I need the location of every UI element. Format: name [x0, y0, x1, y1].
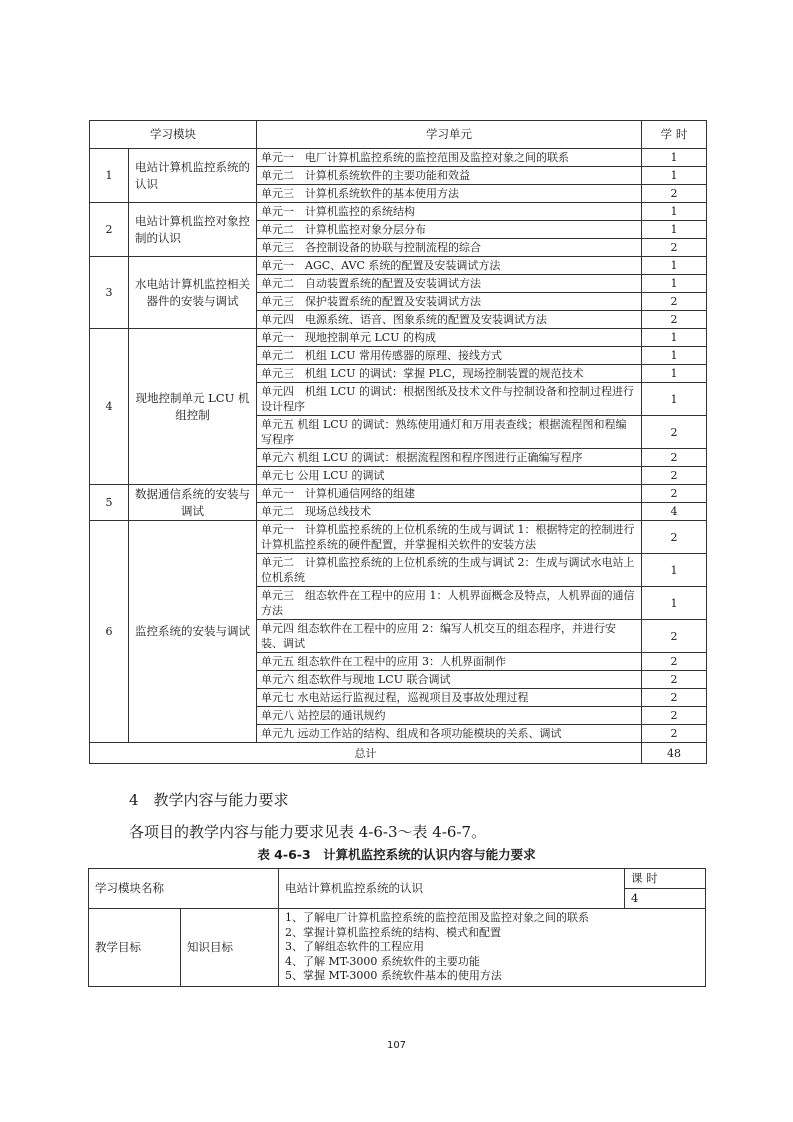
module-name: 水电站计算机监控相关器件的安装与调试: [129, 257, 257, 329]
unit-hours: 1: [642, 365, 707, 383]
module-number: 1: [90, 149, 129, 203]
table-row: [90, 203, 707, 221]
unit-hours: 1: [642, 347, 707, 365]
unit-hours: 1: [642, 329, 707, 347]
unit-hours: 1: [642, 203, 707, 221]
table-row: [90, 521, 707, 554]
total-label: 总计: [90, 743, 642, 764]
section-heading: 4 教学内容与能力要求: [129, 791, 289, 809]
unit-label: 单元一 计算机通信网络的组建: [257, 485, 642, 503]
module-name-label: 学习模块名称: [89, 869, 279, 909]
table-row: [90, 257, 707, 275]
module-number: 6: [90, 521, 129, 743]
unit-hours: 1: [642, 554, 707, 587]
unit-label: 单元三 各控制设备的协联与控制流程的综合: [257, 239, 642, 257]
module-number: 5: [90, 485, 129, 521]
unit-label: 单元一 AGC、AVC 系统的配置及安装调试方法: [257, 257, 642, 275]
unit-hours: 1: [642, 275, 707, 293]
header-module: 学习模块: [90, 121, 257, 149]
knowledge-item: 3、了解组态软件的工程应用: [285, 940, 424, 953]
unit-label: 单元二 计算机监控对象分层分布: [257, 221, 642, 239]
page-number: 107: [386, 1040, 407, 1051]
unit-label: 单元四 电源系统、语音、图象系统的配置及安装调试方法: [257, 311, 642, 329]
unit-label: 单元八 站控层的通讯规约: [257, 707, 642, 725]
module-name-row: [89, 869, 706, 889]
table-caption: 表 4-6-3 计算机监控系统的认识内容与能力要求: [257, 847, 536, 862]
table-row: [90, 485, 707, 503]
unit-hours: 2: [642, 293, 707, 311]
unit-label: 单元五 组态软件在工程中的应用 3：人机界面制作: [257, 653, 642, 671]
unit-label: 单元七 水电站运行监视过程，巡视项目及事故处理过程: [257, 689, 642, 707]
unit-hours: 2: [642, 239, 707, 257]
knowledge-items: [279, 909, 706, 987]
unit-hours: 2: [642, 521, 707, 554]
unit-label: 单元三 保护装置系统的配置及安装调试方法: [257, 293, 642, 311]
module-number: 4: [90, 329, 129, 485]
unit-label: 单元一 计算机监控的系统结构: [257, 203, 642, 221]
table-row: [90, 329, 707, 347]
module-number: 2: [90, 203, 129, 257]
unit-label: 单元二 计算机监控系统的上位机系统的生成与调试 2：生成与调试水电站上位机系统: [257, 554, 642, 587]
unit-label: 单元一 电厂计算机监控系统的监控范围及监控对象之间的联系: [257, 149, 642, 167]
module-name: 电站计算机监控系统的认识: [129, 149, 257, 203]
unit-hours: 4: [642, 503, 707, 521]
unit-label: 单元六 机组 LCU 的调试：根据流程图和程序图进行正确编写程序: [257, 449, 642, 467]
unit-hours: 1: [642, 383, 707, 416]
module-name-value: 电站计算机监控系统的认识: [279, 869, 625, 909]
unit-label: 单元二 自动装置系统的配置及安装调试方法: [257, 275, 642, 293]
knowledge-item: 1、了解电厂计算机监控系统的监控范围及监控对象之间的联系: [285, 911, 589, 924]
unit-label: 单元三 机组 LCU 的调试：掌握 PLC，现场控制装置的规范技术: [257, 365, 642, 383]
unit-label: 单元九 远动工作站的结构、组成和各项功能模块的关系、调试: [257, 725, 642, 743]
table-body: [90, 149, 707, 743]
unit-hours: 2: [642, 707, 707, 725]
unit-label: 单元一 现地控制单元 LCU 的构成: [257, 329, 642, 347]
unit-label: 单元四 组态软件在工程中的应用 2：编写人机交互的组态程序，并进行安装、调试: [257, 620, 642, 653]
unit-hours: 2: [642, 689, 707, 707]
unit-hours: 2: [642, 185, 707, 203]
table-row: [90, 149, 707, 167]
total-row: [90, 743, 707, 764]
unit-label: 单元二 机组 LCU 常用传感器的原理、接线方式: [257, 347, 642, 365]
unit-hours: 2: [642, 653, 707, 671]
module-name: 监控系统的安装与调试: [129, 521, 257, 743]
module-name: 电站计算机监控对象控制的认识: [129, 203, 257, 257]
hours-value: 4: [625, 889, 706, 909]
goals-label: 教学目标: [89, 909, 181, 987]
unit-hours: 1: [642, 587, 707, 620]
unit-hours: 2: [642, 467, 707, 485]
knowledge-item: 5、掌握 MT-3000 系统软件基本的使用方法: [285, 969, 502, 982]
body-paragraph: 各项目的教学内容与能力要求见表 4-6-3～表 4-6-7。: [129, 823, 487, 841]
unit-label: 单元二 计算机系统软件的主要功能和效益: [257, 167, 642, 185]
header-hours: 学 时: [642, 121, 707, 149]
unit-hours: 2: [642, 485, 707, 503]
unit-label: 单元五 机组 LCU 的调试：熟练使用通灯和万用表查线；根据流程图和程编写程序: [257, 416, 642, 449]
unit-hours: 2: [642, 671, 707, 689]
goals-row: [89, 909, 706, 987]
knowledge-item: 2、掌握计算机监控系统的结构、模式和配置: [285, 925, 501, 939]
unit-label: 单元六 组态软件与现地 LCU 联合调试: [257, 671, 642, 689]
module-name: 现地控制单元 LCU 机组控制: [129, 329, 257, 485]
unit-hours: 2: [642, 449, 707, 467]
header-unit: 学习单元: [257, 121, 642, 149]
unit-hours: 1: [642, 167, 707, 185]
hours-label: 课 时: [625, 869, 706, 889]
unit-label: 单元七 公用 LCU 的调试: [257, 467, 642, 485]
unit-label: 单元一 计算机监控系统的上位机系统的生成与调试 1：根据特定的控制进行计算机监控系统的硬件配置，并掌握相关软件的安装方法: [257, 521, 642, 554]
module-name: 数据通信系统的安装与调试: [129, 485, 257, 521]
knowledge-label: 知识目标: [181, 909, 279, 987]
unit-hours: 2: [642, 311, 707, 329]
unit-hours: 2: [642, 620, 707, 653]
table-header-row: [90, 121, 707, 149]
unit-hours: 1: [642, 221, 707, 239]
unit-label: 单元三 组态软件在工程中的应用 1：人机界面概念及特点，人机界面的通信方法: [257, 587, 642, 620]
knowledge-item: 4、了解 MT-3000 系统软件的主要功能: [285, 954, 480, 968]
unit-label: 单元二 现场总线技术: [257, 503, 642, 521]
learning-units-table: [89, 120, 707, 764]
unit-label: 单元四 机组 LCU 的调试：根据图纸及技术文件与控制设备和控制过程进行设计程序: [257, 383, 642, 416]
total-hours: 48: [642, 743, 707, 764]
unit-hours: 2: [642, 725, 707, 743]
unit-hours: 1: [642, 257, 707, 275]
unit-hours: 2: [642, 416, 707, 449]
unit-label: 单元三 计算机系统软件的基本使用方法: [257, 185, 642, 203]
content-requirements-table: [88, 868, 706, 987]
module-number: 3: [90, 257, 129, 329]
unit-hours: 1: [642, 149, 707, 167]
